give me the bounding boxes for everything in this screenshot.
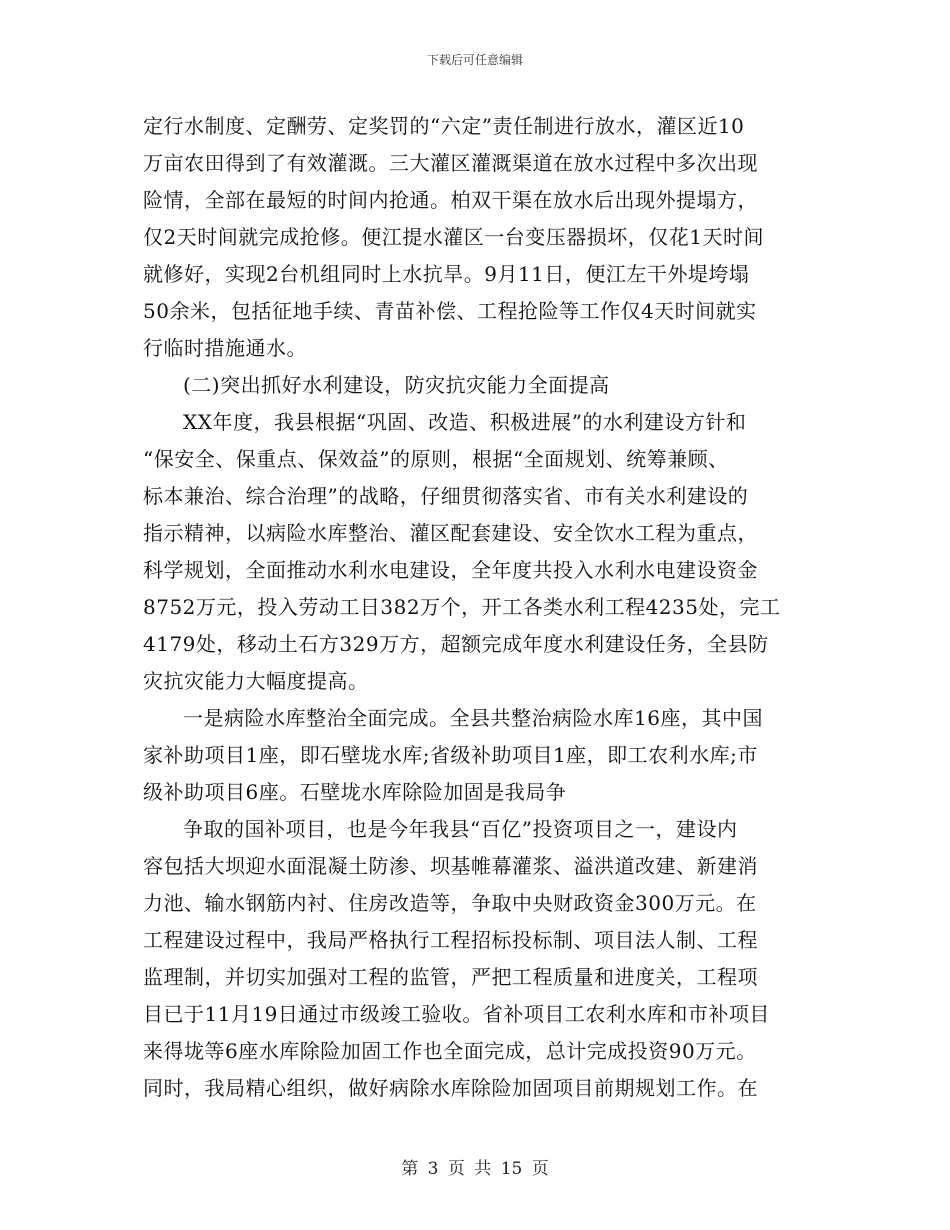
text-line: 标本兼治、综合治理”的战略，仔细贯彻落实省、市有关水利建设的 — [143, 484, 749, 508]
paragraph-3 — [143, 404, 809, 700]
page-number: 第 3 页 共 15 页 — [401, 1159, 549, 1179]
text-line: “保安全、保重点、保效益”的原则，根据“全面规划、统筹兼顾、 — [143, 447, 729, 471]
text-line: 4179处，移动土石方329万方，超额完成年度水利建设任务，全县防 — [143, 632, 769, 656]
text-line: 科学规划，全面推动水利水电建设，全年度共投入水利水电建设资金 — [143, 558, 758, 582]
section-heading-text: (二)突出抓好水利建设，防灾抗灾能力全面提高 — [183, 373, 610, 397]
page-header: 下载后可任意编辑 — [426, 53, 523, 67]
text-line: 来得垅等6座水库除险加固工作也全面完成，总计完成投资90万元。 — [143, 1039, 757, 1063]
text-line: 级补助项目6座。石壁垅水库除险加固是我局争 — [143, 780, 567, 804]
text-line: 就修好，实现2台机组同时上水抗旱。9月11日，便江左干外堤垮塌 — [143, 262, 750, 286]
text-line: 争取的国补项目，也是今年我县“百亿”投资项目之一，建设内 — [183, 817, 738, 841]
text-line: 目已于11月19日通过市级竣工验收。省补项目工农利水库和市补项目 — [143, 1002, 770, 1026]
text-line: 监理制，并切实加强对工程的监管，严把工程质量和进度关，工程项 — [143, 965, 758, 989]
text-line: 灾抗灾能力大幅度提高。 — [143, 669, 369, 693]
text-line: XX年度，我县根据“巩固、改造、积极进展”的水利建设方针和 — [183, 410, 747, 434]
text-line: 同时，我局精心组织，做好病除水库除险加固项目前期规划工作。在 — [143, 1076, 758, 1100]
section-heading — [143, 367, 809, 404]
document-body — [143, 108, 809, 1107]
text-line: 指示精神，以病险水库整治、灌区配套建设、安全饮水工程为重点， — [143, 521, 758, 545]
paragraph-5 — [143, 811, 809, 1107]
text-line: 8752万元，投入劳动工日382万个，开工各类水利工程4235处，完工 — [143, 595, 781, 619]
paragraph-1 — [143, 108, 809, 367]
text-line: 险情，全部在最短的时间内抢通。柏双干渠在放水后出现外提塌方， — [143, 188, 758, 212]
text-line: 力池、输水钢筋内衬、住房改造等，争取中央财政资金300万元。在 — [143, 891, 757, 915]
text-line: 容包括大坝迎水面混凝土防渗、坝基帷幕灌浆、溢洪道改建、新建消 — [143, 854, 758, 878]
text-line: 家补助项目1座，即石壁垅水库;省级补助项目1座，即工农利水库;市 — [143, 743, 758, 767]
text-line: 万亩农田得到了有效灌溉。三大灌区灌溉渠道在放水过程中多次出现 — [143, 151, 758, 175]
text-line: 仅2天时间就完成抢修。便江提水灌区一台变压器损坏，仅花1天时间 — [143, 225, 764, 249]
text-line: 工程建设过程中，我局严格执行工程招标投标制、项目法人制、工程 — [143, 928, 758, 952]
text-line: 50余米，包括征地手续、青苗补偿、工程抢险等工作仅4天时间就实 — [143, 299, 757, 323]
paragraph-4 — [143, 700, 809, 811]
text-line: 行临时措施通水。 — [143, 336, 307, 360]
text-line: 一是病险水库整治全面完成。全县共整治病险水库16座，其中国 — [183, 706, 763, 730]
text-line: 定行水制度、定酬劳、定奖罚的“六定”责任制进行放水，灌区近10 — [143, 114, 745, 138]
